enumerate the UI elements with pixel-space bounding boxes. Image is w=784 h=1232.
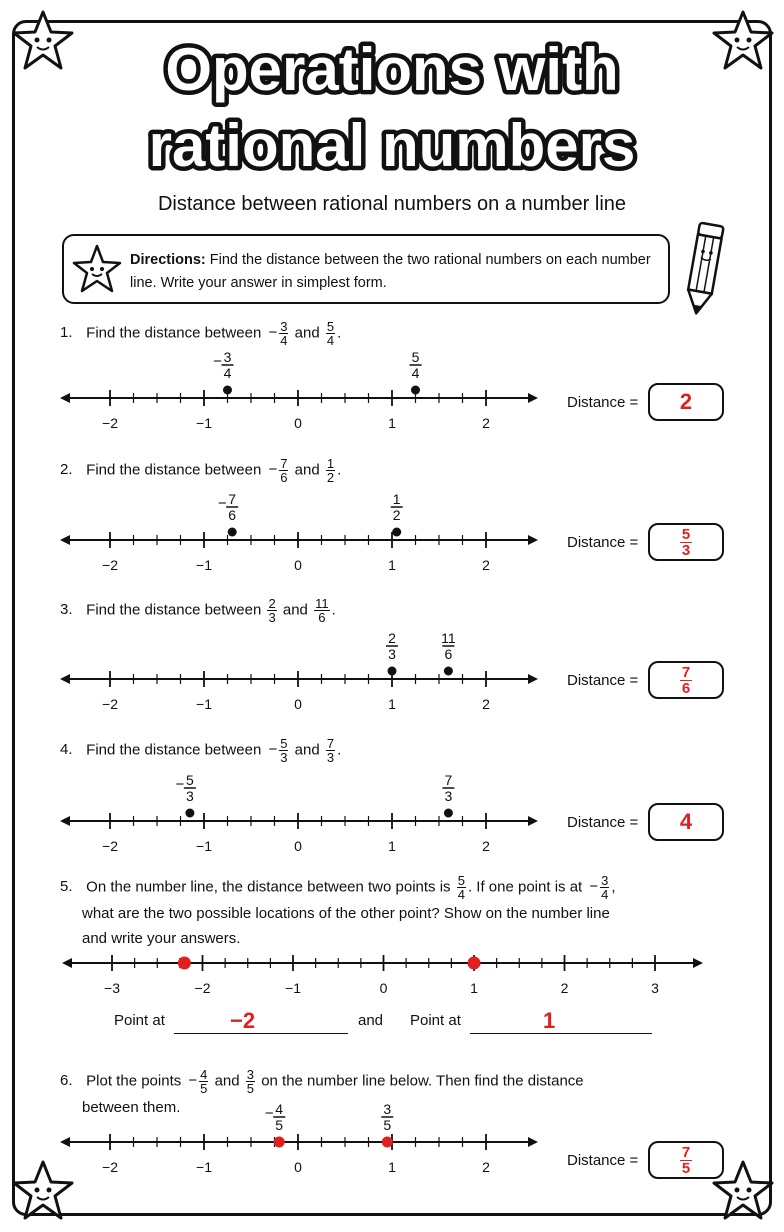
plotted-point bbox=[223, 386, 232, 395]
tick-label: 3 bbox=[651, 980, 659, 996]
directions-body: Find the distance between the two rational numbers on each number line. Write your answer in simplest form. bbox=[130, 252, 651, 291]
problem-6-question: 6. Plot the points − $\frac{4}{5}$ and $\frac{3}{5}$ on the number line below. Then find the distance between them. bbox=[60, 1068, 680, 1120]
distance-label: Distance = bbox=[567, 814, 639, 831]
answer-value: 4 bbox=[679, 809, 693, 834]
problem-3-question: 3. Find the distance between $\frac{2}{3}$ and $\frac{11}{6}$ . bbox=[60, 596, 336, 625]
fraction-denominator: 6 bbox=[228, 507, 237, 523]
question-text-line-3: and write your answers. bbox=[82, 930, 241, 947]
problem-number: 2. bbox=[60, 461, 73, 479]
problem-4-question: 4. Find the distance between − $\frac{5}{3}$ and $\frac{7}{3}$ . bbox=[60, 736, 342, 765]
fraction-numerator: 3 bbox=[223, 349, 232, 365]
fraction: $\frac{5}{4}$ bbox=[457, 873, 465, 902]
point-label bbox=[176, 772, 196, 804]
fraction-numerator: 1 bbox=[392, 491, 401, 507]
directions-box bbox=[62, 234, 670, 304]
question-text: Find the distance between bbox=[86, 461, 262, 479]
question-text-line-2: between them. bbox=[82, 1099, 181, 1116]
fraction-a bbox=[279, 320, 288, 347]
tick-label: 2 bbox=[482, 838, 490, 854]
numerator: 5 bbox=[280, 736, 288, 751]
tick-label: 1 bbox=[388, 696, 396, 712]
arrow-right bbox=[528, 674, 538, 684]
question-text: Find the distance between bbox=[86, 741, 262, 759]
question-text: On the number line, the distance between two points is bbox=[86, 878, 451, 896]
and-word: and bbox=[294, 741, 320, 759]
arrow-left bbox=[60, 674, 70, 684]
fraction-b bbox=[314, 597, 330, 624]
plotted-point bbox=[392, 528, 401, 537]
tick-label: −2 bbox=[102, 415, 118, 431]
fraction-denominator: 2 bbox=[392, 507, 401, 523]
denominator: 4 bbox=[280, 333, 288, 348]
arrow-right bbox=[528, 393, 538, 403]
tick-label: 0 bbox=[294, 557, 302, 573]
arrow-left bbox=[60, 393, 70, 403]
tick-label: 0 bbox=[294, 696, 302, 712]
problem-number: 4. bbox=[60, 741, 73, 759]
answer-box-4[interactable] bbox=[648, 803, 724, 841]
answer-box-1[interactable] bbox=[648, 383, 724, 421]
answer-fraction: $\frac{7}{6}$ bbox=[681, 663, 691, 697]
subtitle: Distance between rational numbers on a number line bbox=[157, 193, 627, 215]
fraction-b bbox=[326, 457, 335, 484]
and-word: and bbox=[282, 601, 308, 619]
tick-label: 2 bbox=[482, 696, 490, 712]
plotted-point bbox=[444, 667, 453, 676]
point-label bbox=[441, 630, 456, 662]
numerator: 2 bbox=[268, 596, 276, 611]
problem-number: 6. bbox=[60, 1072, 73, 1090]
answer-fraction: $\frac{5}{3}$ bbox=[681, 525, 691, 559]
denominator: 4 bbox=[326, 333, 335, 348]
fraction: $\frac{3}{4}$ bbox=[601, 873, 609, 902]
and-word: and bbox=[294, 324, 320, 342]
fraction-numerator: 11 bbox=[441, 630, 456, 646]
tick-label: 2 bbox=[482, 557, 490, 573]
number-line-5 bbox=[60, 945, 710, 1000]
number-line-4 bbox=[60, 767, 550, 862]
point-label bbox=[213, 349, 233, 381]
tick-label: 1 bbox=[388, 838, 396, 854]
tick-label: 0 bbox=[379, 980, 388, 996]
tick-label: −1 bbox=[196, 415, 212, 431]
tick-label: −2 bbox=[102, 838, 118, 854]
arrow-left bbox=[62, 958, 72, 968]
problem-5-question: 5. On the number line, the distance between two points is $\frac{5}{4}$ . If one point is at − $\frac{3}{4}$ , what are the two possible locations of the other point? Show on the number line and write your answers. bbox=[60, 874, 660, 951]
fraction-denominator: 5 bbox=[275, 1117, 284, 1133]
arrow-left bbox=[60, 1137, 70, 1147]
tick-label: −2 bbox=[102, 557, 118, 573]
point-label bbox=[386, 630, 398, 662]
directions-label: Directions: bbox=[130, 252, 206, 268]
fraction-numerator: 5 bbox=[411, 349, 420, 365]
tick-label: −1 bbox=[196, 557, 212, 573]
numerator: 5 bbox=[326, 319, 335, 334]
problem-number: 5. bbox=[60, 878, 73, 896]
fraction-b bbox=[326, 320, 335, 347]
arrow-right bbox=[528, 816, 538, 826]
arrow-right bbox=[693, 958, 703, 968]
answer-fraction: $\frac{7}{5}$ bbox=[681, 1143, 691, 1177]
answer-box-2[interactable] bbox=[648, 523, 724, 561]
tick-label: −2 bbox=[194, 980, 211, 996]
question-text: Find the distance between bbox=[86, 324, 262, 342]
fraction-numerator: 3 bbox=[383, 1102, 392, 1117]
point-label-2: Point at bbox=[410, 1012, 461, 1029]
distance-label: Distance = bbox=[567, 534, 639, 551]
number-line-2 bbox=[60, 485, 550, 580]
plotted-point bbox=[382, 1137, 393, 1148]
star-icon bbox=[710, 8, 776, 74]
plotted-point bbox=[411, 386, 420, 395]
answer-point bbox=[178, 957, 191, 970]
question-text: Plot the points bbox=[86, 1072, 182, 1090]
tick-label: −1 bbox=[196, 696, 212, 712]
tick-label: 1 bbox=[470, 980, 478, 996]
problem-2-question: 2. Find the distance between − $\frac{7}{6}$ and $\frac{1}{2}$ . bbox=[60, 456, 342, 485]
tick-label: 0 bbox=[294, 838, 302, 854]
fraction-a bbox=[279, 457, 288, 484]
pencil-icon bbox=[676, 218, 732, 320]
tick-label: 2 bbox=[560, 980, 569, 996]
answer-value: 2 bbox=[679, 389, 693, 414]
tick-label: −3 bbox=[104, 980, 120, 996]
tick-label: −1 bbox=[285, 980, 301, 996]
numerator: 1 bbox=[326, 456, 335, 471]
and-word: and bbox=[294, 461, 320, 479]
fraction-sign: − bbox=[217, 495, 227, 512]
title-line-2: rational numbers bbox=[148, 112, 636, 178]
tick-label: −2 bbox=[102, 696, 118, 712]
arrow-right bbox=[528, 1137, 538, 1147]
answer-point-2: 1 bbox=[543, 1008, 556, 1033]
answer-point-1: −2 bbox=[230, 1008, 256, 1033]
sign: − bbox=[268, 324, 278, 342]
problem-number: 3. bbox=[60, 601, 73, 619]
fraction-denominator: 3 bbox=[186, 788, 194, 804]
fraction-a bbox=[267, 597, 276, 624]
numerator: 7 bbox=[326, 736, 335, 751]
fraction: $\frac{3}{5}$ bbox=[246, 1067, 255, 1096]
plotted-point bbox=[444, 809, 453, 818]
fraction-denominator: 4 bbox=[411, 365, 420, 381]
point-label bbox=[442, 772, 454, 804]
plotted-point bbox=[185, 809, 194, 818]
denominator: 3 bbox=[326, 750, 335, 765]
number-line-1 bbox=[60, 345, 550, 440]
page-title bbox=[80, 28, 704, 178]
tick-label: −1 bbox=[196, 1159, 212, 1175]
fraction-numerator: 7 bbox=[228, 491, 237, 507]
question-text-line-2: what are the two possible locations of the other point? Show on the number line bbox=[82, 905, 610, 922]
denominator: 6 bbox=[318, 610, 326, 625]
star-icon bbox=[70, 242, 124, 296]
question-text: Find the distance between bbox=[86, 601, 262, 619]
distance-label: Distance = bbox=[567, 672, 639, 689]
numerator: 7 bbox=[280, 456, 288, 471]
fraction-denominator: 3 bbox=[388, 646, 396, 662]
answer-point bbox=[468, 957, 481, 970]
numerator: 3 bbox=[280, 319, 288, 334]
fraction-numerator: 4 bbox=[275, 1102, 284, 1117]
plotted-point bbox=[228, 528, 237, 537]
problem-number: 1. bbox=[60, 324, 73, 342]
plotted-point bbox=[388, 667, 397, 676]
arrow-left bbox=[60, 816, 70, 826]
number-line-6 bbox=[60, 1102, 550, 1187]
number-line-3 bbox=[60, 625, 550, 720]
fraction: $\frac{4}{5}$ bbox=[200, 1067, 208, 1096]
tick-label: 0 bbox=[294, 1159, 302, 1175]
fraction-sign: − bbox=[175, 776, 185, 793]
and-word: and bbox=[358, 1012, 384, 1029]
fraction-sign: − bbox=[213, 353, 222, 370]
point-label bbox=[265, 1102, 285, 1133]
arrow-left bbox=[60, 535, 70, 545]
tick-label: 1 bbox=[388, 557, 396, 573]
fraction-denominator: 5 bbox=[383, 1117, 392, 1133]
point-label bbox=[218, 491, 238, 523]
answer-box-6[interactable] bbox=[648, 1141, 724, 1179]
tick-label: 1 bbox=[388, 415, 396, 431]
fraction-denominator: 6 bbox=[444, 646, 453, 662]
star-icon bbox=[10, 8, 76, 74]
answer-line-1[interactable] bbox=[174, 1033, 348, 1034]
fraction-a bbox=[279, 737, 288, 764]
denominator: 2 bbox=[326, 470, 335, 485]
point-label bbox=[381, 1102, 393, 1133]
point-label-1: Point at bbox=[114, 1012, 165, 1029]
tick-label: 2 bbox=[482, 1159, 490, 1175]
numerator: 11 bbox=[315, 596, 329, 611]
title-line-1: Operations with bbox=[165, 36, 619, 103]
fraction-denominator: 4 bbox=[223, 365, 232, 381]
distance-label: Distance = bbox=[567, 1152, 639, 1169]
fraction-sign: − bbox=[264, 1105, 274, 1122]
point-label bbox=[410, 349, 422, 381]
tick-label: −2 bbox=[102, 1159, 118, 1175]
fraction-b bbox=[326, 737, 335, 764]
plotted-point bbox=[274, 1137, 285, 1148]
answer-line-2[interactable] bbox=[470, 1033, 652, 1034]
fraction-denominator: 3 bbox=[444, 788, 453, 804]
arrow-right bbox=[528, 535, 538, 545]
tick-label: −1 bbox=[196, 838, 212, 854]
answer-box-3[interactable] bbox=[648, 661, 724, 699]
tick-label: 2 bbox=[482, 415, 490, 431]
tick-label: 1 bbox=[388, 1159, 396, 1175]
denominator: 3 bbox=[280, 750, 288, 765]
sign: − bbox=[268, 741, 278, 759]
fraction-numerator: 5 bbox=[186, 772, 194, 788]
denominator: 6 bbox=[280, 470, 288, 485]
point-label bbox=[391, 491, 403, 523]
tick-label: 0 bbox=[294, 415, 302, 431]
directions-text bbox=[130, 249, 660, 295]
problem-1-question: 1. Find the distance between − $\frac{3}{4}$ and $\frac{5}{4}$ . bbox=[60, 319, 342, 348]
fraction-numerator: 2 bbox=[388, 630, 396, 646]
distance-label: Distance = bbox=[567, 394, 639, 411]
sign: − bbox=[268, 461, 278, 479]
denominator: 3 bbox=[268, 610, 276, 625]
fraction-numerator: 7 bbox=[444, 772, 453, 788]
